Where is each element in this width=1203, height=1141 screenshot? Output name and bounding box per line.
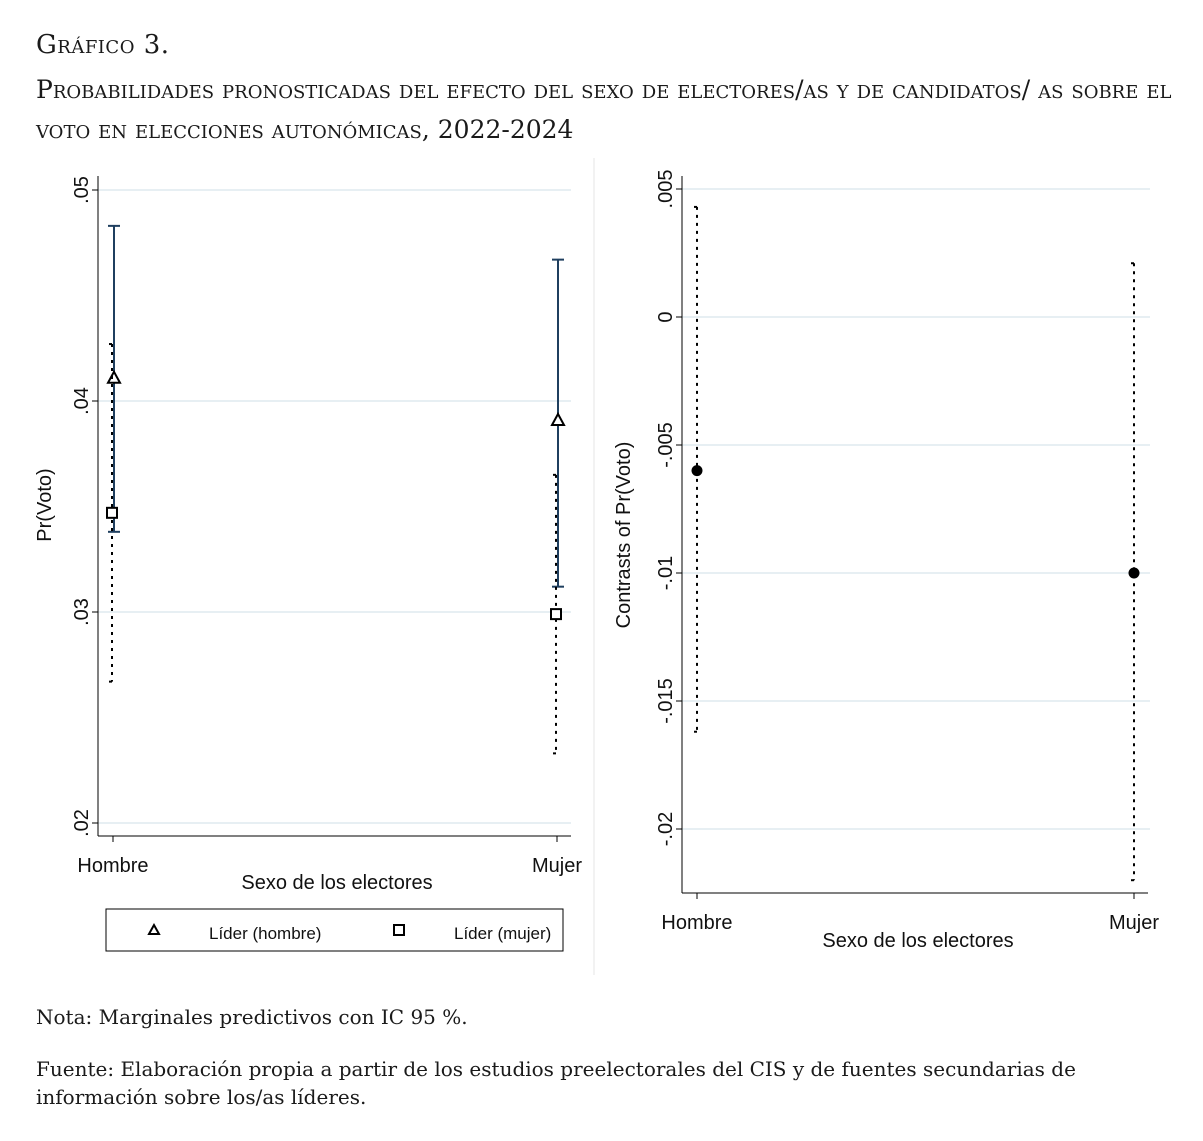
figure-title: Probabilidades pronosticadas del efecto del sexo de electores/as y de candidatos/ as sobre el voto en elecciones autonómicas, 2022-2024 — [36, 75, 1172, 144]
legend-marker-square — [394, 925, 404, 935]
y-axis-title: Contrasts of Pr(Voto) — [613, 441, 635, 629]
legend-label: Líder (mujer) — [454, 924, 552, 943]
y-tick-label: -.005 — [655, 422, 677, 468]
point-circle — [1129, 568, 1140, 579]
y-tick-label: .005 — [655, 169, 677, 209]
y-tick-label: .05 — [71, 176, 93, 204]
y-tick-label: -.02 — [655, 811, 677, 847]
legend-label: Líder (hombre) — [209, 924, 322, 943]
y-tick-label: -.015 — [655, 678, 677, 724]
x-axis-title: Sexo de los electores — [822, 930, 1014, 952]
x-tick-label: Hombre — [77, 855, 149, 877]
figure-source: Fuente: Elaboración propia a partir de los estudios preelectorales del CIS y de fuentes secundarias de información sobre los/as líderes. — [36, 1057, 1076, 1109]
point-square — [107, 508, 117, 518]
point-triangle — [552, 414, 564, 425]
figure-note: Nota: Marginales predictivos con IC 95 %. — [36, 1005, 468, 1029]
x-tick-label: Mujer — [1108, 912, 1160, 934]
point-square — [551, 609, 561, 619]
y-tick-label: .02 — [71, 809, 93, 837]
y-axis-title: Pr(Voto) — [34, 468, 56, 542]
chart-panel-right — [613, 170, 1159, 952]
y-tick-label: .03 — [71, 598, 93, 626]
x-tick-label: Mujer — [531, 855, 583, 877]
chart-panel-left — [34, 176, 582, 951]
y-tick-label: -.01 — [655, 555, 677, 591]
figure-label: Gráfico 3. — [36, 30, 170, 60]
x-axis-title: Sexo de los electores — [241, 872, 433, 894]
y-tick-label: 0 — [655, 311, 677, 323]
x-tick-label: Hombre — [661, 912, 733, 934]
point-circle — [692, 465, 703, 476]
y-tick-label: .04 — [71, 387, 93, 415]
point-triangle — [108, 372, 120, 383]
